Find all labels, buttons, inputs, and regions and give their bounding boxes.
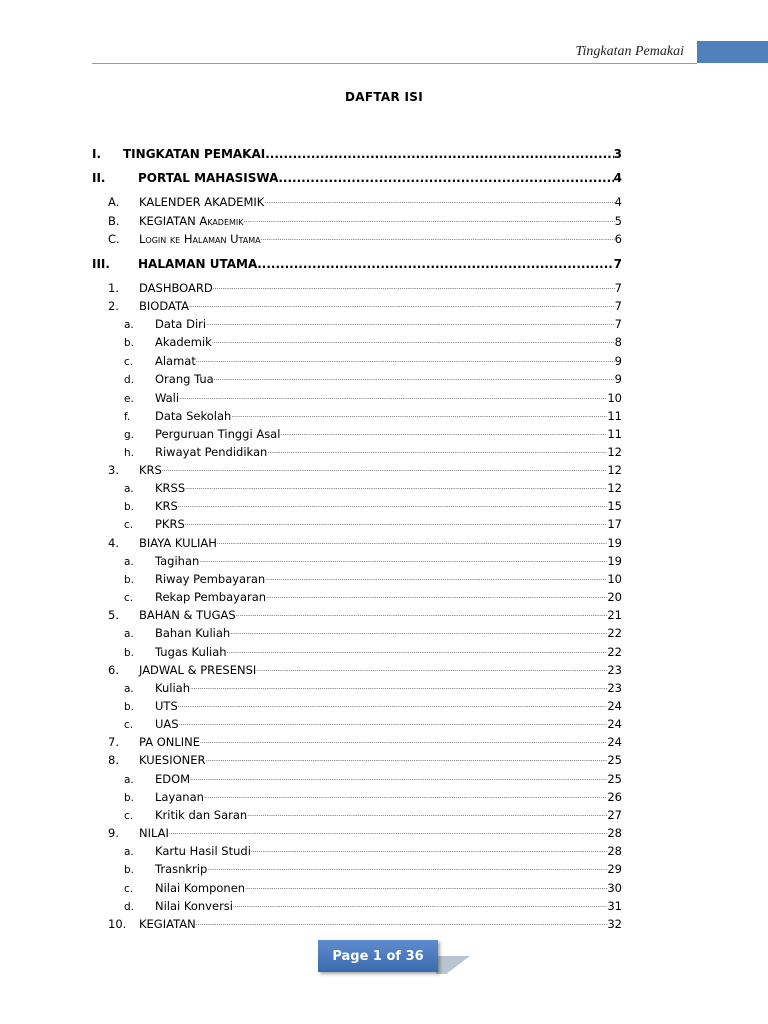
toc-leader-dots xyxy=(230,627,607,640)
toc-entry-number: b. xyxy=(124,864,135,876)
toc-entry[interactable] xyxy=(124,715,622,731)
toc-entry[interactable] xyxy=(124,806,622,822)
toc-entry[interactable] xyxy=(108,824,622,840)
toc-entry-number: c. xyxy=(124,883,134,895)
toc-entry[interactable] xyxy=(108,297,622,313)
toc-leader-dots xyxy=(169,827,607,840)
toc-entry-label: EDOM xyxy=(155,772,191,786)
toc-entry-page: 17 xyxy=(607,517,622,531)
toc-entry[interactable] xyxy=(124,479,622,495)
toc-entry[interactable] xyxy=(124,315,622,331)
toc-leader-dots xyxy=(189,300,615,313)
toc-entry-page: 30 xyxy=(607,881,622,895)
toc-leader-dots xyxy=(217,537,607,550)
toc-entry-label: PKRS xyxy=(155,517,185,531)
toc-leader-dots xyxy=(265,573,607,586)
toc-leader-dots xyxy=(261,233,615,246)
toc-entry-label: BIODATA xyxy=(139,299,189,313)
toc-entry[interactable] xyxy=(108,279,622,295)
toc-entry-label: Tagihan xyxy=(155,554,200,568)
toc-entry-page: 28 xyxy=(607,826,622,840)
toc-leader-dots xyxy=(190,682,607,695)
toc-entry[interactable] xyxy=(92,253,622,271)
toc-leader-dots xyxy=(206,754,608,767)
toc-entry-page: 26 xyxy=(607,790,622,804)
toc-entry-number: c. xyxy=(124,519,134,531)
toc-entry-label: Nilai Konversi xyxy=(155,899,233,913)
toc-entry[interactable] xyxy=(108,661,622,677)
toc-entry-label: Login ke Halaman Utama xyxy=(139,232,261,246)
toc-entry-number: II. xyxy=(92,171,106,185)
toc-leader-dots xyxy=(233,900,607,913)
toc-entry-page: 3 xyxy=(613,147,622,161)
toc-entry-label: Riwayat Pendidikan xyxy=(155,445,268,459)
toc-entry[interactable] xyxy=(124,552,622,568)
toc-entry[interactable] xyxy=(92,167,622,185)
toc-entry-number: 8. xyxy=(108,753,119,767)
footer-page-curl xyxy=(436,956,470,974)
toc-entry-number: a. xyxy=(124,774,134,786)
toc-entry-page: 23 xyxy=(607,681,622,695)
toc-entry-number: III. xyxy=(92,257,110,271)
toc-entry-number: 7. xyxy=(108,735,119,749)
toc-entry-label: KUESIONER xyxy=(139,753,206,767)
toc-entry-page: 9 xyxy=(614,372,622,386)
toc-leader-dots xyxy=(199,555,607,568)
toc-entry-page: 11 xyxy=(607,409,622,423)
header-accent-block xyxy=(697,41,768,63)
toc-entry-label: Perguruan Tinggi Asal xyxy=(155,427,281,441)
toc-entry-number: A. xyxy=(108,195,120,209)
toc-entry[interactable] xyxy=(124,352,622,368)
toc-entry-label: KRSS xyxy=(155,481,186,495)
toc-entry[interactable] xyxy=(124,389,622,405)
toc-entry-label: Rekap Pembayaran xyxy=(155,590,267,604)
toc-entry-page: 24 xyxy=(607,717,622,731)
toc-entry-number: c. xyxy=(124,356,134,368)
toc-entry-label: BAHAN & TUGAS xyxy=(139,608,236,622)
toc-entry-page: 4 xyxy=(613,171,622,185)
toc-leader-dots xyxy=(185,482,607,495)
toc-entry-page: 12 xyxy=(607,463,622,477)
toc-leader-dots xyxy=(162,464,608,477)
toc-entry-label: KALENDER AKADEMIK xyxy=(139,195,265,209)
toc-entry[interactable] xyxy=(108,751,622,767)
toc-entry-page: 25 xyxy=(607,772,622,786)
toc-entry-page: 7 xyxy=(614,317,622,331)
toc-entry-page: 24 xyxy=(607,699,622,713)
toc-entry[interactable] xyxy=(124,879,622,895)
toc-entry[interactable] xyxy=(124,788,622,804)
toc-leader-dots xyxy=(212,336,615,349)
toc-entry[interactable] xyxy=(124,425,622,441)
toc-leader-dots xyxy=(278,171,613,185)
toc-entry-number: b. xyxy=(124,647,135,659)
toc-entry-page: 21 xyxy=(607,608,622,622)
toc-entry-number: a. xyxy=(124,683,134,695)
toc-entry-number: I. xyxy=(92,147,102,161)
toc-leader-dots xyxy=(185,518,608,531)
toc-entry-label: Akademik xyxy=(155,335,212,349)
toc-entry-page: 7 xyxy=(613,257,622,271)
toc-entry-label: Kritik dan Saran xyxy=(155,808,248,822)
toc-entry-page: 31 xyxy=(607,899,622,913)
toc-entry-label: Riway Pembayaran xyxy=(155,572,266,586)
toc-entry-number: c. xyxy=(124,592,134,604)
toc-entry-label: Bahan Kuliah xyxy=(155,626,231,640)
toc-entry-number: 10. xyxy=(108,917,127,931)
toc-entry-label: KEGIATAN xyxy=(139,917,196,931)
toc-entry-label: TINGKATAN PEMAKAI xyxy=(123,147,266,161)
toc-entry-page: 29 xyxy=(607,862,622,876)
toc-entry-number: B. xyxy=(108,214,120,228)
toc-entry-page: 24 xyxy=(607,735,622,749)
toc-title: DAFTAR ISI xyxy=(345,90,423,104)
toc-entry[interactable] xyxy=(124,407,622,423)
toc-leader-dots xyxy=(179,392,607,405)
page-number-badge: Page 1 of 36 xyxy=(318,940,438,972)
toc-leader-dots xyxy=(214,373,615,386)
toc-entry-number: e. xyxy=(124,393,134,405)
toc-entry[interactable] xyxy=(108,915,622,931)
toc-entry-page: 7 xyxy=(614,299,622,313)
toc-entry-page: 11 xyxy=(607,427,622,441)
toc-leader-dots xyxy=(179,718,608,731)
toc-entry-page: 19 xyxy=(607,536,622,550)
toc-entry-number: g. xyxy=(124,429,135,441)
toc-entry[interactable] xyxy=(124,842,622,858)
toc-entry-page: 4 xyxy=(614,195,622,209)
toc-entry-page: 23 xyxy=(607,663,622,677)
toc-entry-label: KRS xyxy=(155,499,178,513)
toc-entry[interactable] xyxy=(108,733,622,749)
toc-entry[interactable] xyxy=(108,230,622,246)
toc-entry-label: HALAMAN UTAMA xyxy=(138,257,258,271)
toc-entry-page: 6 xyxy=(614,232,622,246)
toc-entry-number: C. xyxy=(108,232,120,246)
toc-entry-page: 15 xyxy=(607,499,622,513)
toc-entry-number: c. xyxy=(124,810,134,822)
toc-entry[interactable] xyxy=(124,570,622,586)
toc-entry-label: Wali xyxy=(155,391,180,405)
toc-entry-label: NILAI xyxy=(139,826,169,840)
toc-leader-dots xyxy=(266,591,607,604)
toc-leader-dots xyxy=(190,773,607,786)
toc-entry-page: 5 xyxy=(614,214,622,228)
toc-leader-dots xyxy=(178,500,608,513)
toc-entry[interactable] xyxy=(124,588,622,604)
toc-entry-label: PORTAL MAHASISWA xyxy=(138,171,279,185)
toc-leader-dots xyxy=(200,736,607,749)
toc-entry-number: 3. xyxy=(108,463,119,477)
running-header-title: Tingkatan Pemakai xyxy=(575,44,684,59)
toc-leader-dots xyxy=(245,882,607,895)
toc-entry-number: b. xyxy=(124,501,135,513)
toc-leader-dots xyxy=(247,809,607,822)
toc-entry-number: 5. xyxy=(108,608,119,622)
toc-entry-label: Tugas Kuliah xyxy=(155,645,227,659)
toc-entry-number: 9. xyxy=(108,826,119,840)
toc-entry-number: a. xyxy=(124,319,134,331)
toc-leader-dots xyxy=(196,918,608,931)
toc-entry-label-smallcaps: Akademik xyxy=(199,214,244,228)
toc-entry-label: JADWAL & PRESENSI xyxy=(139,663,257,677)
toc-entry-page: 27 xyxy=(607,808,622,822)
toc-entry-number: 2. xyxy=(108,299,119,313)
toc-leader-dots xyxy=(213,282,615,295)
toc-entry-label: UTS xyxy=(155,699,178,713)
toc-entry-number: b. xyxy=(124,701,135,713)
toc-entry[interactable] xyxy=(124,443,622,459)
toc-entry-number: d. xyxy=(124,901,135,913)
toc-leader-dots xyxy=(227,646,608,659)
toc-entry-label: BIAYA KULIAH xyxy=(139,536,217,550)
toc-entry[interactable] xyxy=(108,193,622,209)
toc-entry-label: Nilai Komponen xyxy=(155,881,246,895)
toc-leader-dots xyxy=(256,664,607,677)
toc-leader-dots xyxy=(280,428,607,441)
toc-entry-page: 22 xyxy=(607,645,622,659)
page-footer xyxy=(318,940,470,974)
toc-entry-label: DASHBOARD xyxy=(139,281,213,295)
toc-entry[interactable] xyxy=(108,212,622,228)
toc-entry-label: Data Sekolah xyxy=(155,409,232,423)
toc-leader-dots xyxy=(264,196,614,209)
toc-entry-number: d. xyxy=(124,374,135,386)
toc-leader-dots xyxy=(178,700,608,713)
header-rule xyxy=(92,63,697,64)
toc-entry-label: Kuliah xyxy=(155,681,190,695)
toc-entry-page: 9 xyxy=(614,354,622,368)
toc-entry-page: 20 xyxy=(607,590,622,604)
toc-entry-number: f. xyxy=(124,411,131,423)
toc-entry-label: Layanan xyxy=(155,790,204,804)
toc-entry-page: 28 xyxy=(607,844,622,858)
toc-entry-page: 22 xyxy=(607,626,622,640)
toc-entry-label: Trasnkrip xyxy=(155,862,208,876)
toc-leader-dots xyxy=(206,318,615,331)
toc-entry-label: PA ONLINE xyxy=(139,735,201,749)
toc-entry-label: Kartu Hasil Studi xyxy=(155,844,251,858)
toc-entry[interactable] xyxy=(92,143,622,161)
toc-entry-number: a. xyxy=(124,483,134,495)
toc-leader-dots xyxy=(265,147,613,161)
toc-entry-label: KRS xyxy=(139,463,162,477)
toc-entry-number: a. xyxy=(124,628,134,640)
toc-entry-label: Orang Tua xyxy=(155,372,214,386)
toc-entry-number: a. xyxy=(124,556,134,568)
toc-entry-page: 12 xyxy=(607,481,622,495)
toc-entry[interactable] xyxy=(108,461,622,477)
toc-leader-dots xyxy=(257,257,613,271)
toc-entry[interactable] xyxy=(124,679,622,695)
toc-entry-label: Data Diri xyxy=(155,317,207,331)
toc-entry-label: Alamat xyxy=(155,354,196,368)
toc-entry-page: 19 xyxy=(607,554,622,568)
toc-entry[interactable] xyxy=(108,606,622,622)
toc-entry[interactable] xyxy=(124,370,622,386)
toc-entry[interactable] xyxy=(124,643,622,659)
toc-entry-number: b. xyxy=(124,337,135,349)
toc-leader-dots xyxy=(207,863,607,876)
toc-entry[interactable] xyxy=(108,534,622,550)
toc-entry-number: c. xyxy=(124,719,134,731)
toc-leader-dots xyxy=(231,410,607,423)
toc-entry-number: b. xyxy=(124,574,135,586)
toc-leader-dots xyxy=(196,355,615,368)
toc-entry[interactable] xyxy=(124,770,622,786)
toc-entry-number: a. xyxy=(124,846,134,858)
toc-entry-number: 4. xyxy=(108,536,119,550)
toc-entry-page: 12 xyxy=(607,445,622,459)
toc-entry[interactable] xyxy=(124,897,622,913)
toc-entry-label: UAS xyxy=(155,717,179,731)
toc-entry-number: b. xyxy=(124,792,135,804)
toc-entry-page: 10 xyxy=(607,572,622,586)
toc-entry-page: 32 xyxy=(607,917,622,931)
toc-leader-dots xyxy=(244,215,615,228)
toc-entry[interactable] xyxy=(124,697,622,713)
toc-entry-number: 1. xyxy=(108,281,119,295)
toc-leader-dots xyxy=(251,845,607,858)
toc-entry[interactable] xyxy=(124,860,622,876)
toc-entry-number: h. xyxy=(124,447,134,459)
toc-entry-page: 8 xyxy=(614,335,622,349)
toc-entry-page: 10 xyxy=(607,391,622,405)
toc-entry[interactable] xyxy=(124,497,622,513)
toc-entry-page: 25 xyxy=(607,753,622,767)
toc-entry-page: 7 xyxy=(614,281,622,295)
toc-entry[interactable] xyxy=(124,333,622,349)
toc-entry-number: 6. xyxy=(108,663,119,677)
toc-leader-dots xyxy=(236,609,608,622)
toc-entry-label: KEGIATAN Akademik xyxy=(139,214,244,228)
toc-entry[interactable] xyxy=(124,624,622,640)
toc-leader-dots xyxy=(267,446,607,459)
toc-leader-dots xyxy=(204,791,607,804)
toc-entry[interactable] xyxy=(124,515,622,531)
